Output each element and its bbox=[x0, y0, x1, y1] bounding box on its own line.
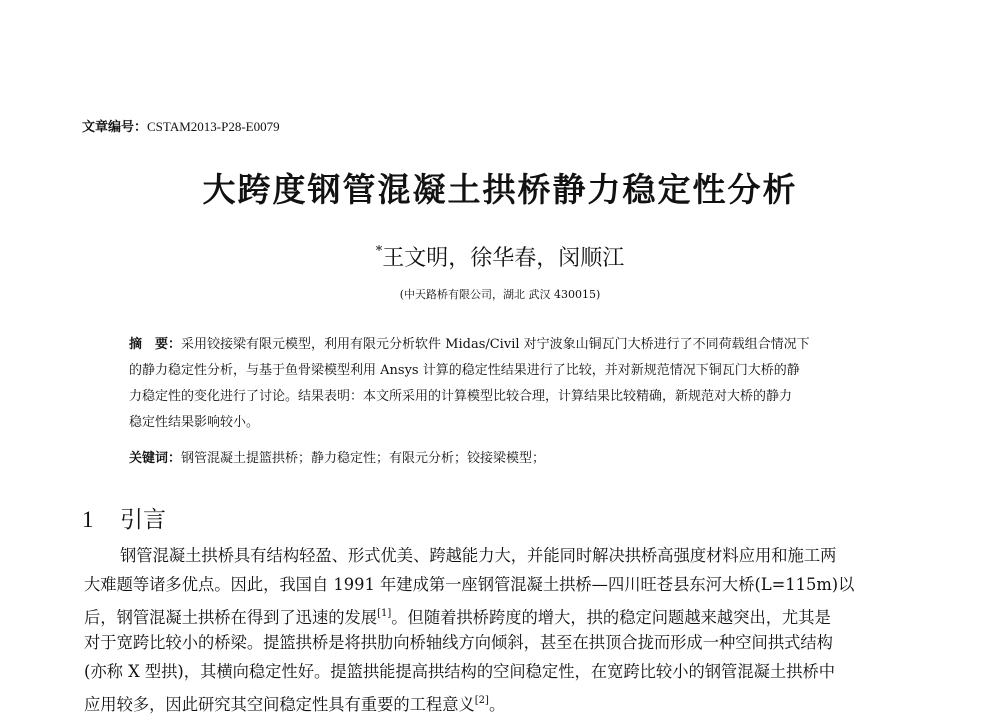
body-line: 应用较多，因此研究其空间稳定性具有重要的工程意义[2]。 bbox=[84, 695, 506, 714]
body-line: 对于宽跨比较小的桥梁。提篮拱桥是将拱肋向桥轴线方向倾斜，甚至在拱顶合拢而形成一种空间拱式结构 bbox=[84, 633, 833, 652]
abstract-line: 稳定性结果影响较小。 bbox=[129, 415, 260, 430]
body-line: (亦称 X 型拱)，其横向稳定性好。提篮拱能提高拱结构的空间稳定性，在宽跨比较小的钢管混凝土拱桥中 bbox=[84, 662, 836, 681]
abstract-line: 力稳定性的变化进行了讨论。结果表明：本文所采用的计算模型比较合理，计算结果比较精确，新规范对大桥的静力 bbox=[129, 389, 793, 404]
keywords-text: 钢管混凝土提篮拱桥；静力稳定性；有限元分析；铰接梁模型； bbox=[181, 451, 546, 466]
affiliation: (中天路桥有限公司，湖北 武汉 430015) bbox=[399, 288, 601, 301]
section-number: 1 bbox=[82, 507, 94, 532]
article-number-code: CSTAM2013-P28-E0079 bbox=[147, 119, 280, 134]
keywords bbox=[129, 447, 909, 466]
article-number bbox=[82, 116, 280, 135]
citation-ref[interactable]: [1] bbox=[377, 608, 392, 619]
paper-title: 大跨度钢管混凝土拱桥静力稳定性分析 bbox=[202, 170, 798, 209]
abstract-line: 摘 要：采用铰接梁有限元模型，利用有限元分析软件 Midas/Civil 对宁波象山铜瓦门大桥进行了不同荷载组合情况下 bbox=[129, 337, 810, 352]
citation-ref[interactable]: [2] bbox=[474, 695, 489, 706]
author-list bbox=[0, 241, 1000, 272]
body-line: 钢管混凝土拱桥具有结构轻盈、形式优美、跨越能力大，并能同时解决拱桥高强度材料应用和施工两 bbox=[120, 546, 837, 565]
keywords-label: 关键词： bbox=[129, 451, 182, 466]
corresponding-author-mark: * bbox=[375, 244, 383, 259]
abstract-line: 的静力稳定性分析，与基于鱼骨梁模型利用 Ansys 计算的稳定性结果进行了比较，并对新规范情况下铜瓦门大桥的静 bbox=[129, 363, 800, 378]
section-title: 引言 bbox=[120, 507, 166, 533]
body-paragraph bbox=[84, 541, 916, 715]
author-names: 王文明，徐华春，闵顺江 bbox=[382, 246, 625, 271]
body-line: 大难题等诸多优点。因此，我国自 1991 年建成第一座钢管混凝土拱桥—四川旺苍县东河大桥(L=115m)以 bbox=[84, 575, 855, 594]
article-number-label: 文章编号： bbox=[82, 120, 148, 135]
abstract-label: 摘 要： bbox=[129, 337, 182, 352]
body-line: 后，钢管混凝土拱桥在得到了迅速的发展[1]。但随着拱桥跨度的增大，拱的稳定问题越来越突出，尤其是 bbox=[84, 608, 831, 627]
abstract bbox=[129, 332, 909, 436]
section-heading bbox=[82, 501, 166, 534]
